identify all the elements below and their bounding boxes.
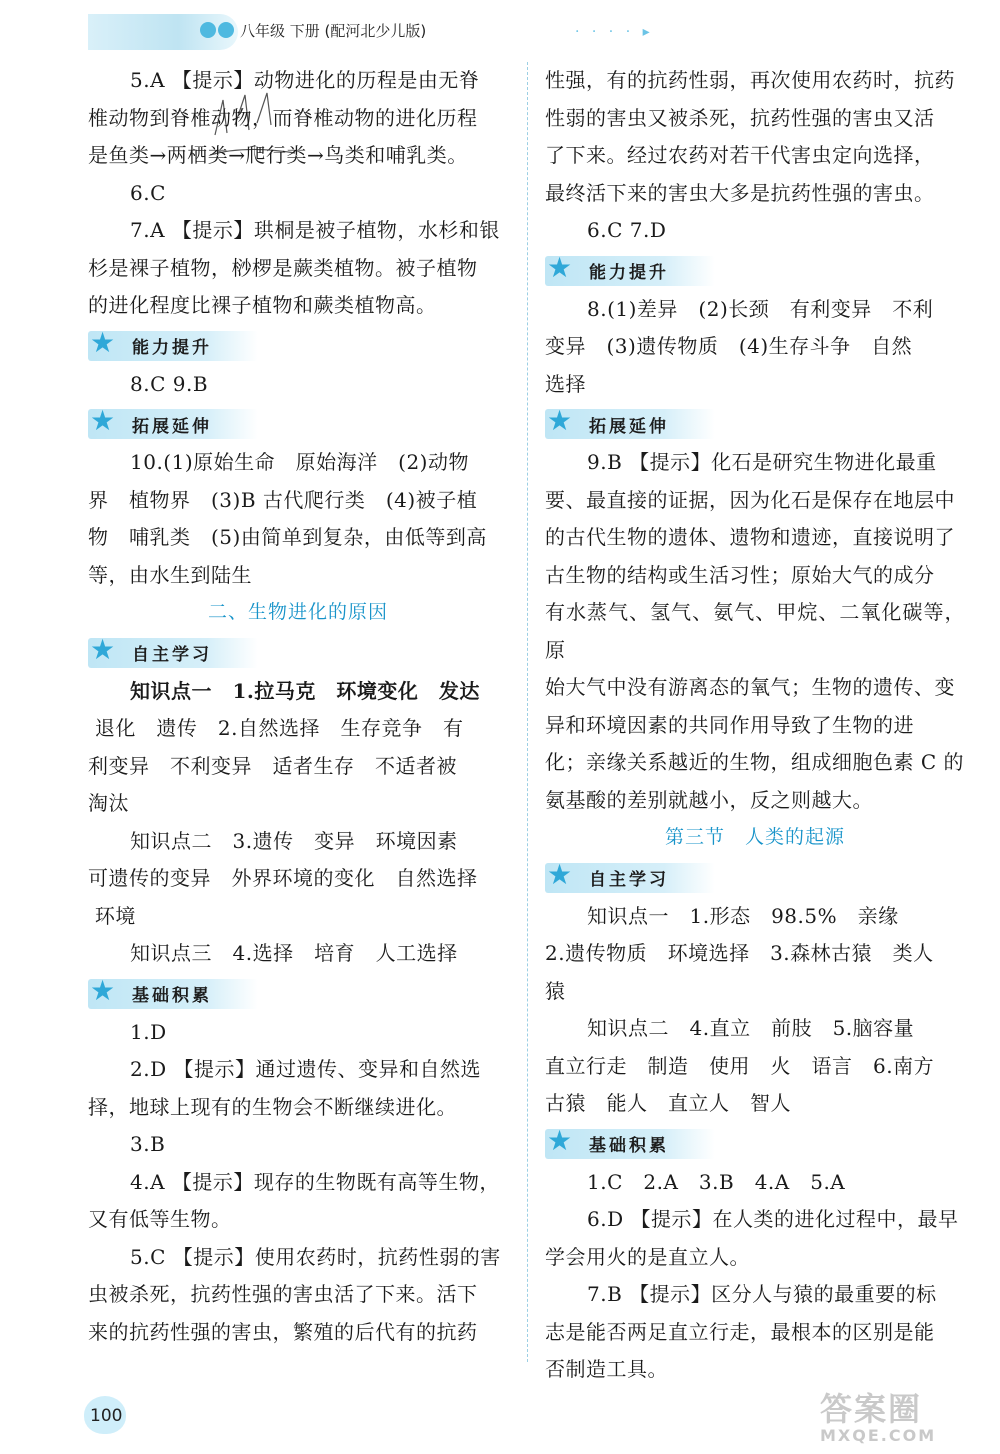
answer-8: 8.(1)差异 (2)长颈 有利变异 不利 变异 (3)遗传物质 (4)生存斗争 自然 选择 [545,296,934,396]
banner-extension: ★ 拓展延伸 [545,409,715,439]
answer-2d: 2.D 【提示】通过遗传、变异和自然选 择，地球上现有的生物会不断继续进化。 [88,1057,481,1119]
star-icon: ★ [90,325,116,359]
section-title-evolution-cause: 二、生物进化的原因 [207,601,388,623]
star-icon: ★ [547,1123,573,1157]
page-number: 100 [90,1406,123,1426]
star-icon: ★ [547,404,573,437]
answer-9b: 9.B 【提示】化石是研究生物进化最重 要、最直接的证据，因为化石是保存在地层中 的古代生物的遗体、遗物和遗迹，直接说明了 古生物的结构或生活习性；原始大气的成分 有水蒸气、氢气、氨气、甲烷、二氧化碳等，原 始大气中没有游离态的氧气；生物的遗传、变 异和环境因素的共同作用导致了生物的进 化；亲缘关系越近的生物，组成细胞色素 C 的 氨基酸的差别就越小，反之则越大。 [545,450,965,812]
header-deco: · · · · ▸ [575,24,654,40]
answer-8-9: 8.C 9.B [130,371,209,396]
answer-5c: 5.C 【提示】使用农药时，抗药性弱的害 虫被杀死，抗药性强的害虫活了下来。活下 来的抗药性强的害虫，繁殖的后代有的抗药 [88,1244,501,1344]
answer-6d: 6.D 【提示】在人类的进化过程中，最早 学会用火的是直立人。 [545,1207,959,1269]
knowledge-point-2: 知识点二 3.遗传 变异 环境因素 可遗传的变异 外界环境的变化 自然选择 环境 [88,828,478,928]
answer-1d: 1.D [130,1019,167,1044]
answer-5a: 5.A 【提示】动物进化的历程是由无脊 椎动物到脊椎动物，而脊椎动物的进化历程 是鱼类→两栖类→爬行类→鸟类和哺乳类。 [88,68,480,167]
section-title-human-origin: 第三节 人类的起源 [664,826,845,848]
answer-7a: 7.A 【提示】珙桐是被子植物，水杉和银 杉是裸子植物，桫椤是蕨类植物。被子植物 的进化程度比裸子植物和蕨类植物高。 [88,218,500,317]
watermark [820,1392,980,1448]
answer-6c: 6.C [130,180,166,205]
banner-self-study: ★ 自主学习 [88,638,258,668]
answer-7b: 7.B 【提示】区分人与猿的最重要的标 志是能否两足直立行走，最根本的区别是能 否制造工具。 [545,1282,937,1381]
knowledge-point-1: 知识点一 1.拉马克 环境变化 发达 退化 遗传 2.自然选择 生存竞争 有 利变异 不利变异 适者生存 不适者被 淘汰 [88,678,480,815]
banner-ability: ★ 能力提升 [88,331,258,361]
watermark-cn: 答案圈 [820,1390,923,1428]
banner-self-study: ★ 自主学习 [545,863,715,893]
header-circles-icon [200,22,234,38]
banner-basics: ★ 基础积累 [545,1129,715,1159]
answer-3b: 3.B [130,1132,166,1156]
watermark-url: MXQE.COM [820,1426,937,1445]
star-icon: ★ [90,404,116,437]
star-icon: ★ [547,857,573,891]
column-divider [527,62,528,1362]
answer-5c-continued: 性强，有的抗药性弱，再次使用农药时，抗药 性弱的害虫又被杀死，抗药性强的害虫又活 了下来。经过农药对若干代害虫定向选择， 最终活下来的害虫大多是抗药性强的害虫。 [545,68,955,205]
banner-ability: ★ 能力提升 [545,256,715,286]
page-number-badge [84,1392,128,1436]
star-icon: ★ [90,632,116,666]
answer-6-7: 6.C 7.D [587,218,667,242]
knowledge-point-2-human: 知识点二 4.直立 前肢 5.脑容量 直立行走 制造 使用 火 语言 6.南方 古猿 能人 直立人 智人 [545,1016,935,1115]
knowledge-point-1-human: 知识点一 1.形态 98.5% 亲缘 2.遗传物质 环境选择 3.森林古猿 类人 猿 [545,903,934,1003]
answers-1-5: 1.C 2.A 3.B 4.A 5.A [587,1169,846,1194]
knowledge-point-3: 知识点三 4.选择 培育 人工选择 [130,941,458,965]
banner-extension: ★ 拓展延伸 [88,409,258,439]
answer-4a: 4.A 【提示】现存的生物既有高等生物， 又有低等生物。 [88,1169,500,1231]
left-column [88,62,508,1351]
star-icon: ★ [90,973,116,1007]
star-icon: ★ [547,250,573,284]
header-title: 八年级 下册 (配河北少儿版) [240,22,427,40]
banner-basics: ★ 基础积累 [88,979,258,1009]
answer-10: 10.(1)原始生命 原始海洋 (2)动物 界 植物界 (3)B 古代爬行类 (4)被子植 物 哺乳类 (5)由简单到复杂，由低等到高 等，由水生到陆生 [88,450,487,587]
right-column [545,62,965,1389]
